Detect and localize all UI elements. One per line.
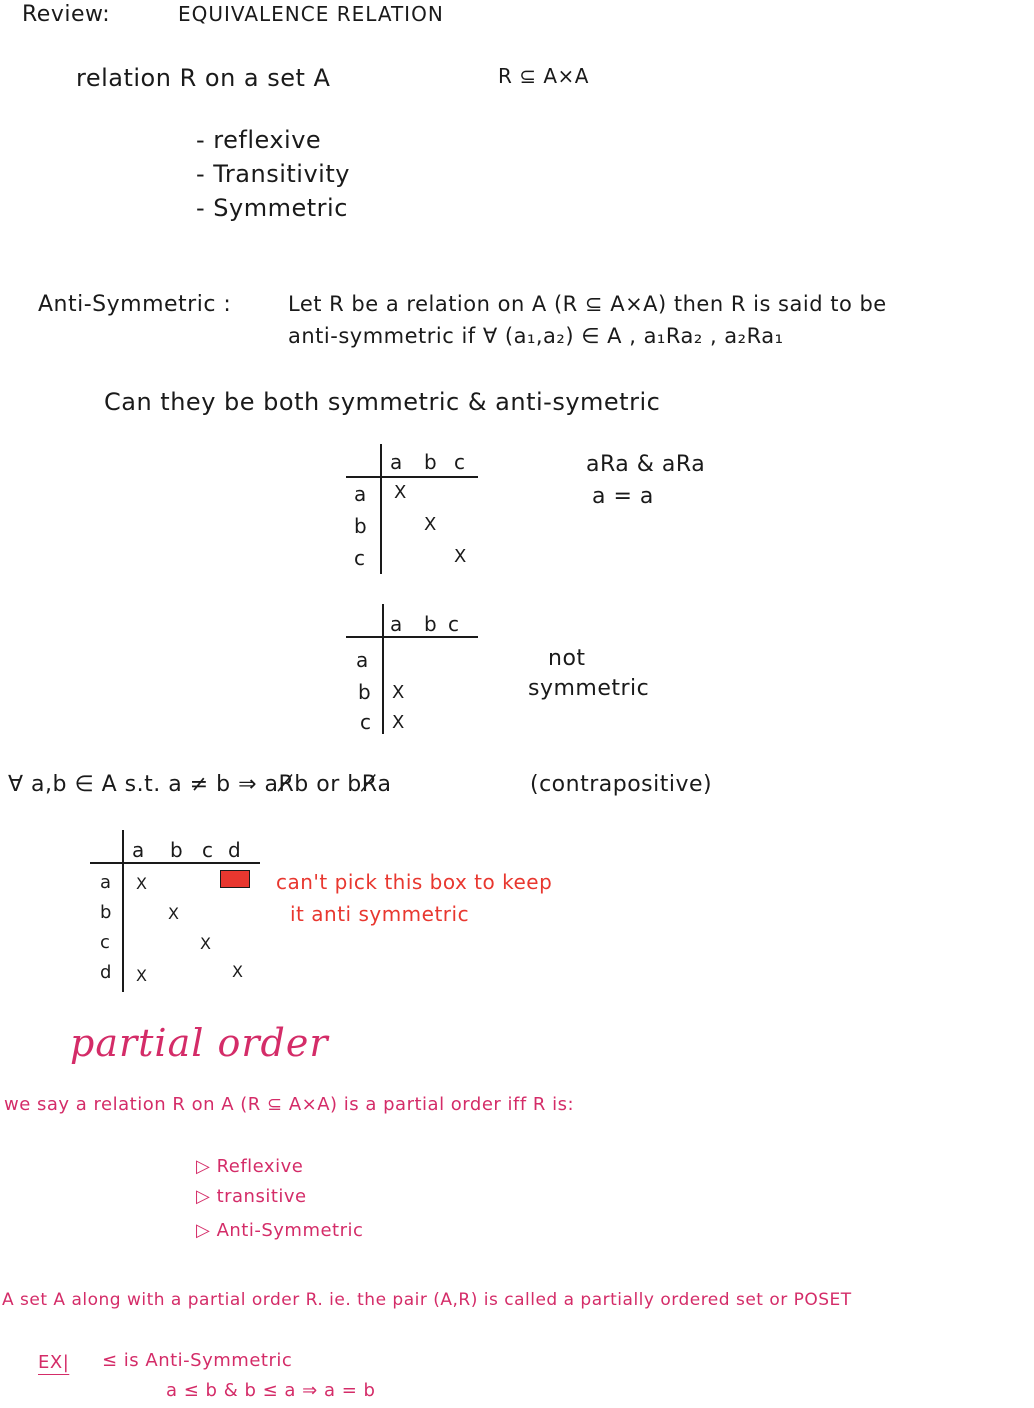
row-header: a (100, 872, 112, 893)
partial-order-property-transitive: ▷ transitive (196, 1186, 307, 1207)
row-header: b (354, 514, 367, 538)
table-mark: X (454, 546, 467, 567)
contrapositive-label: (contrapositive) (530, 772, 713, 797)
row-header: c (100, 932, 110, 953)
relation-table-2 (346, 604, 480, 734)
poset-definition: A set A along with a partial order R. ie. the pair (A,R) is called a partially ordered set or POSET (2, 1290, 852, 1310)
both-question: Can they be both symmetric & anti-symetric (104, 388, 661, 416)
table-mark: X (392, 682, 405, 703)
partial-order-property-antisymmetric: ▷ Anti-Symmetric (196, 1220, 364, 1241)
table-mark: X (392, 712, 405, 733)
col-header: b (170, 838, 183, 862)
table3-note-line1: can't pick this box to keep (276, 870, 553, 894)
relation-table-1 (346, 444, 480, 574)
row-header: b (358, 680, 371, 704)
table-divider-vertical (380, 444, 382, 574)
table-mark: X (136, 966, 147, 985)
table1-note-line1: aRa & aRa (586, 452, 706, 477)
col-header: a (390, 612, 403, 636)
row-header: c (360, 710, 371, 734)
col-header: d (228, 838, 241, 862)
table-mark: X (136, 874, 147, 893)
col-header: c (448, 612, 459, 636)
antisymmetric-line1: Let R be a relation on A (R ⊆ A×A) then R is said to be (288, 292, 887, 316)
example-line1: ≤ is Anti-Symmetric (102, 1350, 293, 1371)
property-item-transitivity: - Transitivity (196, 160, 350, 188)
col-header: b (424, 612, 437, 636)
row-header: b (100, 902, 112, 923)
relation-definition (76, 66, 330, 90)
table3-note-line2: it anti symmetric (290, 902, 470, 926)
col-header: c (454, 450, 465, 474)
table-divider-horizontal (346, 476, 478, 478)
col-header: b (424, 450, 437, 474)
row-header: a (356, 648, 369, 672)
row-header: a (354, 482, 367, 506)
col-header: a (390, 450, 403, 474)
col-header: a (132, 838, 145, 862)
forbidden-cell-box (220, 870, 250, 888)
table2-note-line2: symmetric (528, 676, 650, 701)
table-divider-vertical (122, 830, 124, 992)
table-mark: X (200, 934, 211, 953)
row-header: d (100, 962, 112, 983)
relation-subset: R ⊆ A×A (498, 64, 589, 88)
table-mark: X (424, 514, 437, 535)
table2-note-line1: not (548, 646, 586, 671)
review-label: Review: (22, 2, 111, 27)
review-title: EQUIVALENCE RELATION (178, 2, 444, 26)
example-line2: a ≤ b & b ≤ a ⇒ a = b (166, 1380, 376, 1401)
antisymmetric-label: Anti-Symmetric : (38, 292, 232, 317)
property-item-reflexive: - reflexive (196, 126, 322, 154)
table-mark: X (168, 904, 179, 923)
relation-definition-text: relation R on a set A (76, 64, 331, 92)
partial-order-property-reflexive: ▷ Reflexive (196, 1156, 304, 1177)
table1-note-line2: a = a (592, 484, 654, 509)
table-divider-horizontal (90, 862, 260, 864)
table-mark: X (394, 482, 407, 503)
table-mark: X (232, 962, 243, 981)
row-header: c (354, 546, 365, 570)
col-header: c (202, 838, 213, 862)
property-item-symmetric: - Symmetric (196, 194, 348, 222)
relation-table-3 (90, 830, 262, 992)
table-divider-horizontal (346, 636, 478, 638)
contrapositive-statement: ∀ a,b ∈ A s.t. a ≠ b ⇒ aR̸b or bR̸a (8, 772, 392, 797)
antisymmetric-line2: anti-symmetric if ∀ (a₁,a₂) ∈ A , a₁Ra₂ , a₂Ra₁ (288, 324, 784, 348)
partial-order-definition: we say a relation R on A (R ⊆ A×A) is a partial order iff R is: (4, 1094, 575, 1115)
table-divider-vertical (382, 604, 384, 734)
partial-order-title: partial order (70, 1021, 329, 1065)
example-label: EX| (38, 1352, 70, 1373)
